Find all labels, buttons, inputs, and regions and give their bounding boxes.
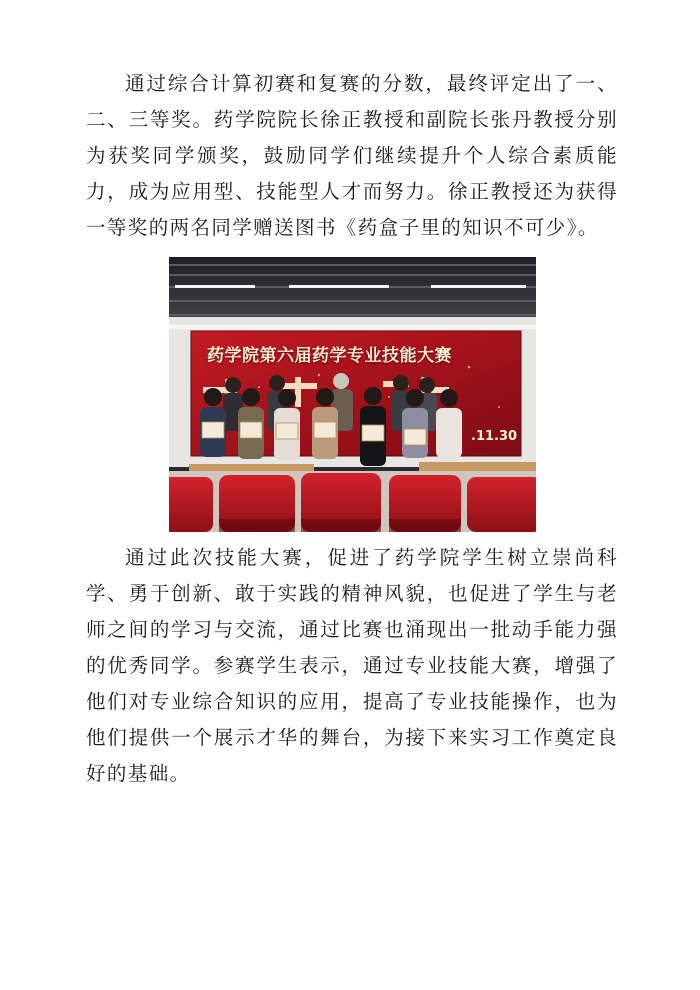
photo-scene <box>169 257 536 532</box>
banner-date: .11.30 <box>471 429 518 444</box>
banner-title: 药学院第六届药学专业技能大赛 <box>207 346 452 366</box>
award-ceremony-photo <box>169 257 536 532</box>
body-paragraph-2: 通过此次技能大赛，促进了药学院学生树立崇尚科学、勇于创新、敢于实践的精神风貌，也促进了学生与老师之间的学习与交流，通过比赛也涌现出一批动手能力强的优秀同学。参赛学生表示，通过专业技能大赛，增强了他们对专业综合知识的应用，提高了专业技能操作，也为他们提供一个展示才华的舞台，为接下来实习工作奠定良好的基础。 <box>86 546 618 785</box>
body-paragraph-1: 通过综合计算初赛和复赛的分数，最终评定出了一、二、三等奖。药学院院长徐正教授和副院长张丹教授分别为获奖同学颁奖，鼓励同学们继续提升个人综合素质能力，成为应用型、技能型人才而努力。徐正教授还为获得一等奖的两名同学赠送图书《药盒子里的知识不可少》。 <box>86 72 618 239</box>
